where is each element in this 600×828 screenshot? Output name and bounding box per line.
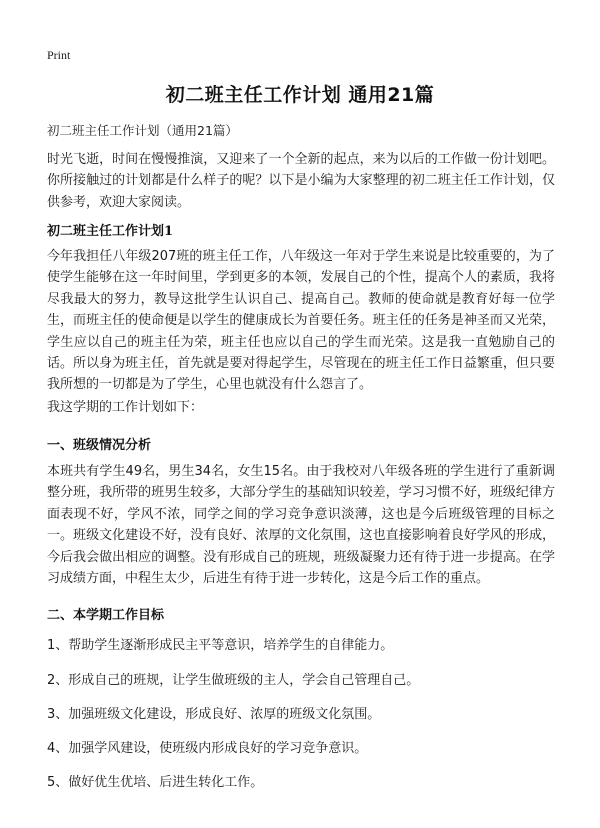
goal-item: 1、帮助学生逐渐形成民主平等意识，培养学生的自律能力。 bbox=[47, 638, 394, 653]
goal-item: 2、形成自己的班规，让学生做班级的主人，学会自己管理自己。 bbox=[47, 673, 420, 688]
class-analysis-paragraph: 本班共有学生49名，男生34名，女生15名。由于我校对八年级各班的学生进行了重新调整分班，我所带的班男生较多，大部分学生的基础知识较差，学习习惯不好，班级纪律方面表现不好，学风不浓，同学之间的学习竞争意识淡薄，这也是今后班级管理的目标之一。班级文化建设不好，没有良好、浓厚的文化氛围，这也直接影响着良好学风的形成，今后我会做出相应的调整。没有形成自己的班规，班级凝聚力还有待于进一步提高。在学习成绩方面，中程生太少，后进生有待于进一步转化，这是今后工作的重点。 bbox=[47, 464, 555, 587]
goal-item: 3、加强班级文化建设，形成良好、浓厚的班级文化氛围。 bbox=[47, 707, 381, 722]
goal-item: 4、加强学风建设，使班级内形成良好的学习竞争意识。 bbox=[47, 741, 368, 756]
goal-item: 5、做好优生优培、后进生转化工作。 bbox=[47, 775, 264, 790]
section-heading-plan-1: 初二班主任工作计划1 bbox=[47, 224, 174, 239]
document-subtitle: 初二班主任工作计划（通用21篇） bbox=[47, 123, 238, 138]
section-heading-class-analysis: 一、班级情况分析 bbox=[47, 438, 152, 453]
print-label: Print bbox=[47, 48, 71, 62]
document-title: 初二班主任工作计划 通用21篇 bbox=[165, 84, 435, 106]
plan-intro-line: 我这学期的工作计划如下： bbox=[47, 400, 204, 415]
section-heading-goals: 二、本学期工作目标 bbox=[47, 608, 165, 623]
section-1-paragraph: 今年我担任八年级207班的班主任工作，八年级这一年对于学生来说是比较重要的，为了使学生能够在这一年时间里，学到更多的本领，发展自己的个性，提高个人的素质，我将尽我最大的努力，教导这批学生认识自己、提高自己。教师的使命就是教育好每一位学生，而班主任的使命便是以学生的健康成长为首要任务。班主任的任务是神圣而又光荣，学生应以自己的班主任为荣，班主任也应以自己的学生而光荣。这是我一直勉励自己的话。所以身为班主任，首先就是要对得起学生，尽管现在的班主任工作日益繁重，但只要我所想的一切都是为了学生，心里也就没有什么怨言了。 bbox=[47, 249, 555, 393]
intro-paragraph: 时光飞逝，时间在慢慢推演，又迎来了一个全新的起点，来为以后的工作做一份计划吧。你所接触过的计划都是什么样子的呢？以下是小编为大家整理的初二班主任工作计划，仅供参考，欢迎大家阅读。 bbox=[47, 152, 555, 210]
